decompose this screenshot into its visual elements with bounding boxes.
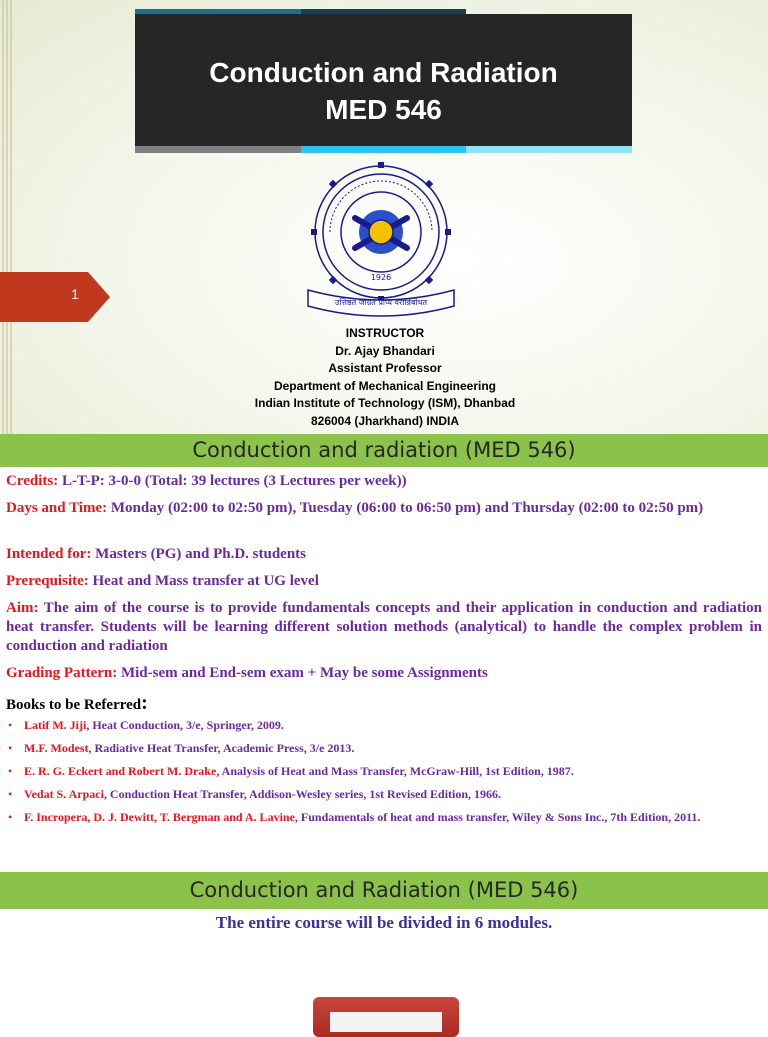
list-item [6,787,764,802]
credits-label: Credits: [6,473,59,489]
bullet-icon: • [8,764,13,778]
book-author: E. R. G. Eckert and Robert M. Drake [24,764,217,778]
instructor-department: Department of Mechanical Engineering [273,378,497,393]
title-bottom-accent-bar [135,146,301,153]
instructor-address: 826004 (Jharkhand) INDIA [310,413,460,428]
slide-number: 1 [71,286,79,302]
credits-row [6,472,762,491]
title-bottom-accent-bar [301,146,466,153]
slide-number-tab [0,272,110,322]
logo-motto: उत्तिष्ठत जाग्रत प्राप्य वरान्निबोधत [334,298,428,307]
prerequisite-row [6,572,762,591]
instructor-details [200,325,570,430]
instructor-designation: Assistant Professor [328,361,442,375]
books-heading-colon: : [141,692,148,714]
modules-slide [0,862,768,1024]
prerequisite-label: Prerequisite: [6,573,89,589]
book-title: , Heat Conduction, 3/e, Springer, 2009. [86,718,284,732]
book-author: Vedat S. Arpaci [24,787,104,801]
grading-pattern-row [6,664,762,683]
instructor-name: Dr. Ajay Bhandari [335,343,435,358]
bullet-icon: • [8,810,13,824]
books-heading [6,692,148,715]
book-author: F. Incropera, D. J. Dewitt, T. Bergman and A. Lavine [24,810,295,824]
list-item [6,741,764,756]
slide-header: Conduction and radiation (MED 546) [0,434,768,467]
title-slide [0,0,768,434]
books-heading-text: Books to be Referred [6,697,142,713]
decorative-vertical-lines [0,0,20,434]
days-value: Monday (02:00 to 02:50 pm), Tuesday (06:00 to 06:50 pm) and Thursday (02:00 to 02:50 pm) [107,500,704,516]
credits-value: L-T-P: 3-0-0 (Total: 39 lectures (3 Lectures per week)) [58,473,407,489]
logo-year: 1926 [370,273,392,282]
grading-value: Mid-sem and End-sem exam + May be some Assignments [117,665,488,681]
book-author: Latif M. Jiji [24,718,87,732]
days-label: Days and Time: [6,500,108,516]
book-title: , Radiative Heat Transfer, Academic Press, 3/e 2013. [88,741,355,755]
aim-value: The aim of the course is to provide fundamentals concepts and their application in conduction and radiation heat transfer. Students will be learning different solution methods (analytical) to handle the complex problem in conduction and radiation [6,600,762,654]
modules-intro-text: The entire course will be divided in 6 modules. [215,913,553,932]
days-time-row [6,499,762,518]
slide-header: Conduction and Radiation (MED 546) [0,872,768,909]
grading-label: Grading Pattern: [6,665,118,681]
intended-value: Masters (PG) and Ph.D. students [91,546,307,562]
book-title: , Conduction Heat Transfer, Addison-Wesley series, 1st Revised Edition, 1966. [103,787,502,801]
book-author: M.F. Modest [24,741,89,755]
book-list [6,718,764,833]
module-box-inner [330,1012,442,1032]
intended-label: Intended for: [6,546,92,562]
instructor-heading: INSTRUCTOR [345,326,425,340]
slide-subtitle-course-code: MED 546 [325,94,442,125]
list-item [6,810,764,825]
intended-for-row [6,545,762,564]
course-details-slide [0,434,768,862]
list-item [6,718,764,733]
aim-row [6,599,762,656]
book-title: , Analysis of Heat and Mass Transfer, McGraw-Hill, 1st Edition, 1987. [216,764,574,778]
book-title: , Fundamentals of heat and mass transfer, Wiley & Sons Inc., 7th Edition, 2011. [294,810,701,824]
list-item [6,764,764,779]
institute-emblem-logo [300,160,462,318]
title-bottom-accent-bar [466,146,632,153]
bullet-icon: • [8,787,13,801]
prerequisite-value: Heat and Mass transfer at UG level [88,573,319,589]
aim-label: Aim: [6,600,39,616]
bullet-icon: • [8,741,13,755]
slide-title: Conduction and Radiation [209,57,558,88]
instructor-institute: Indian Institute of Technology (ISM), Dhanbad [254,396,516,410]
bullet-icon: • [8,718,13,732]
